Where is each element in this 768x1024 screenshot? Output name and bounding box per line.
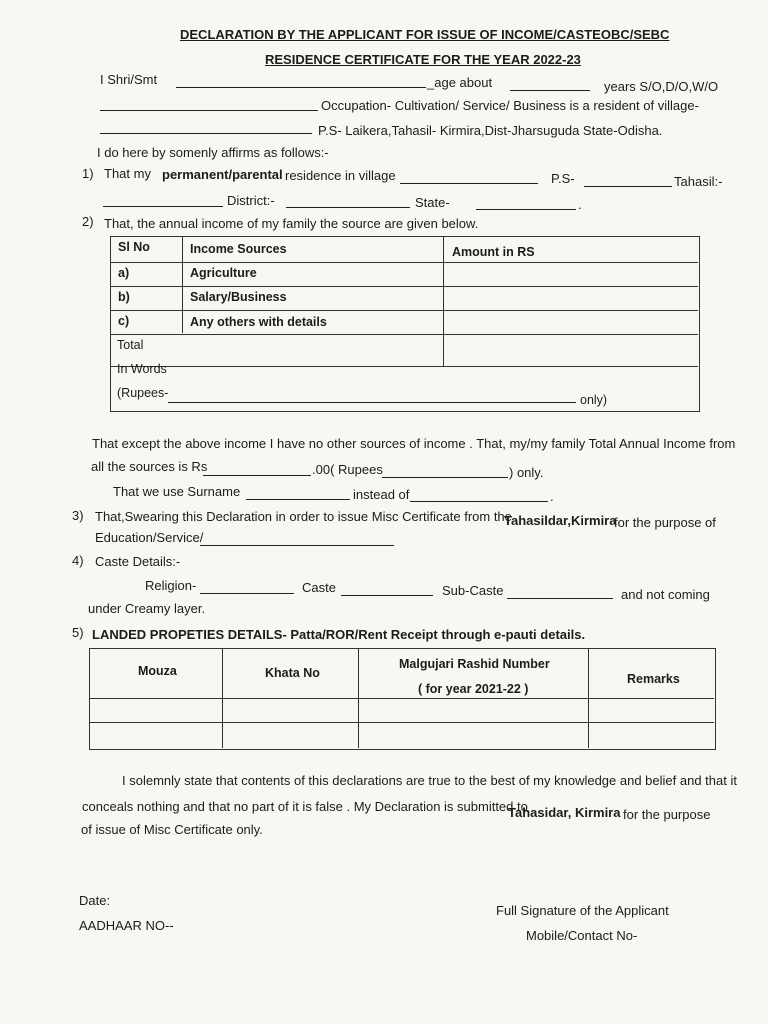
except-line-1: That except the above income I have no other sources of income . That, my/my family Total Annual Income from <box>92 436 736 451</box>
item-1-dot: . <box>578 197 582 212</box>
income-row-source: Salary/Business <box>190 290 287 304</box>
subcaste-label: Sub-Caste <box>442 583 504 598</box>
except-line-2-a: all the sources is Rs <box>91 459 208 474</box>
income-total-label: Total <box>117 338 144 352</box>
caste-blank[interactable] <box>341 595 433 596</box>
date-label: Date: <box>79 893 111 908</box>
religion-label: Religion- <box>145 578 197 593</box>
income-header-amount: Amount in RS <box>452 245 535 259</box>
parent-name-blank[interactable] <box>100 110 318 111</box>
item-1-number: 1) <box>82 166 94 181</box>
income-in-words-blank[interactable] <box>168 402 576 403</box>
solemn-line-3: of issue of Misc Certificate only. <box>81 822 263 837</box>
income-rupees-words-blank[interactable] <box>382 477 508 478</box>
item-5-number: 5) <box>72 625 84 640</box>
form-title-line-1: DECLARATION BY THE APPLICANT FOR ISSUE OF INCOME/CASTEOBC/SEBC <box>180 27 670 42</box>
solemn-line-2-b: for the purpose <box>623 807 711 822</box>
income-row-source: Any others with details <box>190 315 327 329</box>
income-table-rule <box>110 286 698 287</box>
land-table-rule <box>89 698 714 699</box>
surname-blank[interactable] <box>246 499 350 500</box>
land-header-malgujari: Malgujari Rashid Number <box>399 657 550 671</box>
item-1-text-a: That my <box>104 166 151 181</box>
income-header-slno: Sl No <box>118 240 150 254</box>
item-2-number: 2) <box>82 214 94 229</box>
income-table-rule <box>110 262 698 263</box>
residence-district-blank[interactable] <box>286 207 410 208</box>
income-table-rule <box>110 334 698 335</box>
item-1-ps-label: P.S- <box>551 171 575 186</box>
signature-label: Full Signature of the Applicant <box>496 903 669 918</box>
land-header-year: ( for year 2021-22 ) <box>418 682 529 696</box>
item-4-caste-details: Caste Details:- <box>95 554 181 569</box>
item-3-text-a: That,Swearing this Declaration in order to issue Misc Certificate from the <box>95 509 512 524</box>
surname-dot: . <box>550 489 554 504</box>
instead-of-label: instead of <box>353 487 410 502</box>
land-header-mouza: Mouza <box>138 664 177 678</box>
item-4-number: 4) <box>72 553 84 568</box>
income-table-rule <box>110 310 698 311</box>
mobile-label: Mobile/Contact No- <box>526 928 638 943</box>
item-1-tahasil-label: Tahasil:- <box>674 174 723 189</box>
land-table-rule <box>89 722 714 723</box>
residence-village-blank[interactable] <box>400 183 538 184</box>
item-1-state-label: State- <box>415 195 450 210</box>
solemn-line-1: I solemnly state that contents of this declarations are true to the best of my knowledge and belief and that it <box>122 773 737 788</box>
total-income-blank[interactable] <box>203 475 311 476</box>
residence-state-blank[interactable] <box>476 209 576 210</box>
item-2-text: That, the annual income of my family the source are given below. <box>104 216 479 231</box>
creamy-layer-text-a: and not coming <box>621 587 710 602</box>
intro-address-text: P.S- Laikera,Tahasil- Kirmira,Dist-Jharsuguda State-Odisha. <box>318 123 663 138</box>
intro-occupation-text: Occupation- Cultivation/ Service/ Business is a resident of village- <box>321 98 699 113</box>
income-only-label: only) <box>580 393 608 407</box>
land-header-khata: Khata No <box>265 666 320 680</box>
residence-ps-blank[interactable] <box>584 186 672 187</box>
religion-blank[interactable] <box>200 593 294 594</box>
income-row-sl: a) <box>118 266 130 280</box>
surname-label: That we use Surname <box>113 484 241 499</box>
applicant-name-blank[interactable] <box>176 87 426 88</box>
intro-age-label: _age about <box>427 75 493 90</box>
intro-years-label: years S/O,D/O,W/O <box>604 79 719 94</box>
instead-of-blank[interactable] <box>410 501 548 502</box>
intro-shri-label: I Shri/Smt <box>100 72 158 87</box>
income-row-source: Agriculture <box>190 266 257 280</box>
income-row-sl: b) <box>118 290 130 304</box>
item-3-tahasildar-bold: Tahasildar,Kirmira <box>504 513 617 528</box>
item-3-number: 3) <box>72 508 84 523</box>
income-row-sl: c) <box>118 314 130 328</box>
aadhaar-label: AADHAAR NO-- <box>79 918 174 933</box>
intro-affirm-text: I do here by somenly affirms as follows:- <box>97 145 329 160</box>
residence-tahasil-blank[interactable] <box>103 206 223 207</box>
income-table-divider <box>443 237 444 366</box>
item-1-text-b: residence in village <box>285 168 396 183</box>
income-table-rule <box>110 366 698 367</box>
item-3-text-b: for the purpose of <box>614 515 716 530</box>
subcaste-blank[interactable] <box>507 598 613 599</box>
except-line-2-c: ) only. <box>509 465 544 480</box>
caste-label: Caste <box>302 580 336 595</box>
income-table-divider <box>182 236 183 333</box>
age-blank[interactable] <box>510 90 590 91</box>
item-1-permanent-bold: permanent/parental <box>162 167 283 182</box>
solemn-tahasidar-bold: Tahasidar, Kirmira <box>508 805 621 820</box>
creamy-layer-text-b: under Creamy layer. <box>88 601 206 616</box>
solemn-line-2-a: conceals nothing and that no part of it is false . My Declaration is submitted to <box>82 799 528 814</box>
land-header-remarks: Remarks <box>627 672 680 686</box>
except-line-2-b: .00( Rupees <box>312 462 383 477</box>
item-1-district-label: District:- <box>227 193 275 208</box>
income-in-words-label: In Words <box>117 362 167 376</box>
income-header-source: Income Sources <box>190 242 287 256</box>
income-rupees-label: (Rupees- <box>117 386 169 400</box>
item-3-education-label: Education/Service/ <box>95 530 204 545</box>
purpose-blank[interactable] <box>200 545 394 546</box>
form-title-line-2: RESIDENCE CERTIFICATE FOR THE YEAR 2022-23 <box>265 52 581 67</box>
item-5-landed-properties: LANDED PROPETIES DETAILS- Patta/ROR/Rent Receipt through e-pauti details. <box>92 627 586 642</box>
village-blank[interactable] <box>100 133 312 134</box>
